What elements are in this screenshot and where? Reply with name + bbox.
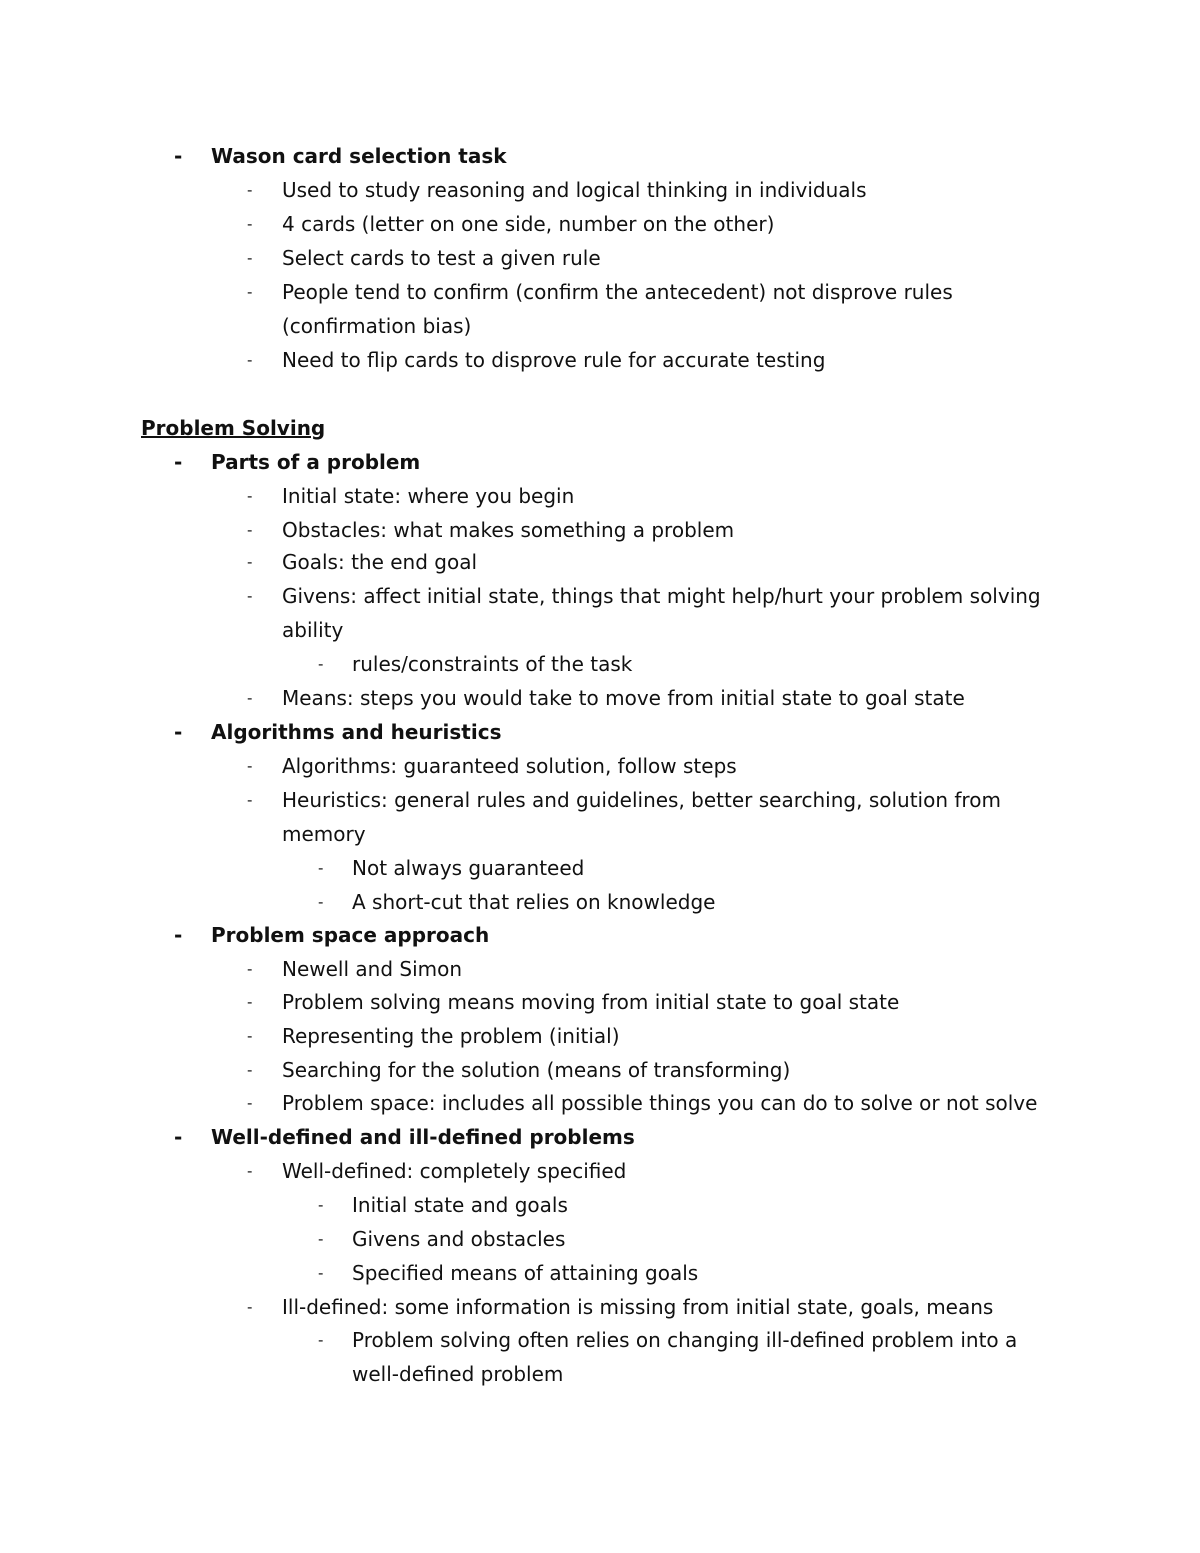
list-item: Select cards to test a given rule <box>282 246 601 270</box>
list-item: Ill-defined: some information is missing from initial state, goals, means <box>282 1295 994 1319</box>
bullet-dash: - <box>174 720 183 744</box>
sub-list-item-continuation: well-defined problem <box>352 1362 564 1386</box>
list-item: Newell and Simon <box>282 957 463 981</box>
bullet-dash: - <box>247 960 253 978</box>
bullet-dash: - <box>318 655 324 673</box>
defined-title: Well-defined and ill-defined problems <box>211 1125 635 1149</box>
sub-list-item: rules/constraints of the task <box>352 652 633 676</box>
bullet-dash: - <box>174 450 183 474</box>
list-item: Obstacles: what makes something a problem <box>282 518 735 542</box>
sub-list-item: Givens and obstacles <box>352 1227 566 1251</box>
bullet-dash: - <box>174 923 183 947</box>
list-item: People tend to confirm (confirm the antecedent) not disprove rules <box>282 280 953 304</box>
bullet-dash: - <box>247 351 253 369</box>
sub-list-item: Initial state and goals <box>352 1193 568 1217</box>
bullet-dash: - <box>247 1162 253 1180</box>
list-item: Means: steps you would take to move from initial state to goal state <box>282 686 965 710</box>
bullet-dash: - <box>318 859 324 877</box>
space-title: Problem space approach <box>211 923 490 947</box>
bullet-dash: - <box>247 521 253 539</box>
bullet-dash: - <box>174 144 183 168</box>
list-item: Problem solving means moving from initial state to goal state <box>282 990 900 1014</box>
section-heading: Problem Solving <box>141 416 326 440</box>
sub-list-item: Not always guaranteed <box>352 856 585 880</box>
list-item: Heuristics: general rules and guidelines, better searching, solution from <box>282 788 1001 812</box>
bullet-dash: - <box>247 689 253 707</box>
list-item: Well-defined: completely specified <box>282 1159 627 1183</box>
bullet-dash: - <box>318 1264 324 1282</box>
list-item: Goals: the end goal <box>282 550 478 574</box>
bullet-dash: - <box>247 283 253 301</box>
list-item: 4 cards (letter on one side, number on the other) <box>282 212 775 236</box>
bullet-dash: - <box>247 791 253 809</box>
bullet-dash: - <box>318 1230 324 1248</box>
list-item: Representing the problem (initial) <box>282 1024 620 1048</box>
sub-list-item: A short-cut that relies on knowledge <box>352 890 716 914</box>
sub-list-item: Problem solving often relies on changing ill-defined problem into a <box>352 1328 1018 1352</box>
bullet-dash: - <box>247 1061 253 1079</box>
bullet-dash: - <box>318 893 324 911</box>
wason-title: Wason card selection task <box>211 144 507 168</box>
bullet-dash: - <box>247 1298 253 1316</box>
bullet-dash: - <box>247 757 253 775</box>
algorithms-title: Algorithms and heuristics <box>211 720 502 744</box>
bullet-dash: - <box>247 215 253 233</box>
list-item: Searching for the solution (means of transforming) <box>282 1058 791 1082</box>
parts-title: Parts of a problem <box>211 450 421 474</box>
list-item-continuation: memory <box>282 822 366 846</box>
list-item: Givens: affect initial state, things that might help/hurt your problem solving <box>282 584 1041 608</box>
list-item: Initial state: where you begin <box>282 484 575 508</box>
bullet-dash: - <box>247 1027 253 1045</box>
bullet-dash: - <box>247 181 253 199</box>
bullet-dash: - <box>247 587 253 605</box>
list-item: Problem space: includes all possible things you can do to solve or not solve <box>282 1091 1038 1115</box>
list-item: Need to flip cards to disprove rule for accurate testing <box>282 348 826 372</box>
bullet-dash: - <box>247 1094 253 1112</box>
list-item: Used to study reasoning and logical thinking in individuals <box>282 178 867 202</box>
list-item-continuation: ability <box>282 618 344 642</box>
bullet-dash: - <box>247 249 253 267</box>
bullet-dash: - <box>247 993 253 1011</box>
bullet-dash: - <box>247 487 253 505</box>
bullet-dash: - <box>247 553 253 571</box>
list-item: Algorithms: guaranteed solution, follow steps <box>282 754 737 778</box>
bullet-dash: - <box>318 1196 324 1214</box>
bullet-dash: - <box>318 1331 324 1349</box>
bullet-dash: - <box>174 1125 183 1149</box>
list-item-continuation: (confirmation bias) <box>282 314 472 338</box>
sub-list-item: Specified means of attaining goals <box>352 1261 699 1285</box>
